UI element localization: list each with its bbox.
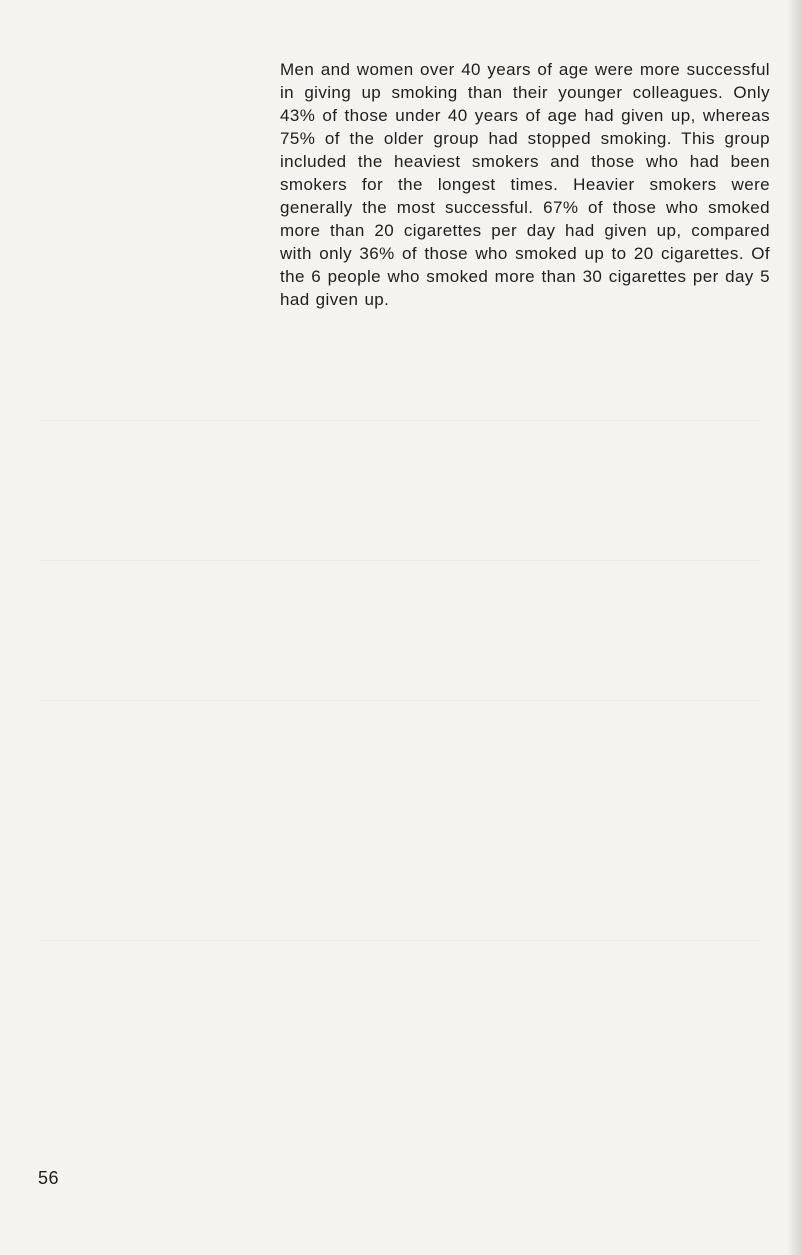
- body-paragraph: Men and women over 40 years of age were more successful in giving up smoking than their younger colleagues. Only 43% of those under 40 years of age had given up, whereas 75% of the older group had stopped smoking. This group included the heaviest smokers and those who had been smokers for the longest times. Heavier smokers were generally the most successful. 67% of those who smoked more than 20 cigarettes per day had given up, compared with only 36% of those who smoked up to 20 cigarettes. Of the 6 people who smoked more than 30 cigarettes per day 5 had given up.: [280, 60, 770, 309]
- page-number: 56: [38, 1168, 60, 1188]
- show-through-line: [40, 420, 760, 421]
- show-through-line: [40, 700, 760, 701]
- show-through-line: [40, 560, 760, 561]
- page-edge-shadow: [787, 0, 801, 1255]
- show-through-line: [40, 940, 760, 941]
